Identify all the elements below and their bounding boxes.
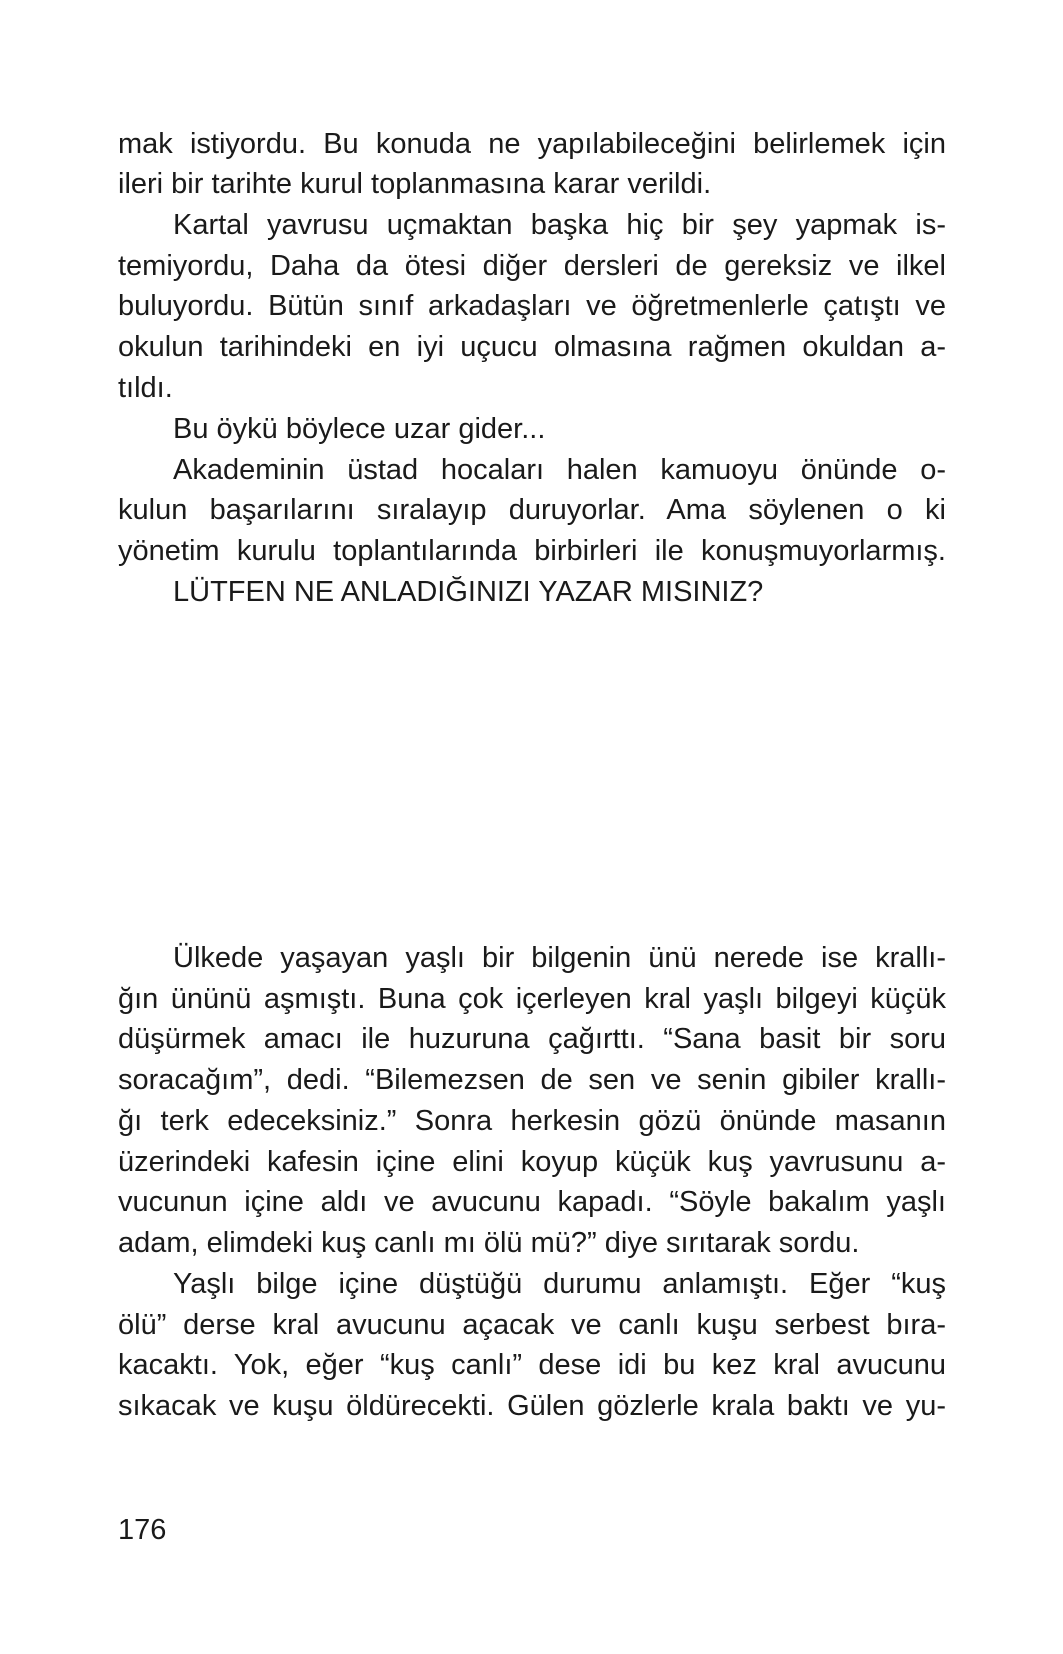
text-line: soracağım”, dedi. “Bilemezsen de sen ve senin gibiler krallı- [118, 1064, 946, 1096]
text-line: temiyordu, Daha da ötesi diğer dersleri de gereksiz ve ilkel [118, 250, 946, 282]
text-line: vucunun içine aldı ve avucunu kapadı. “Söyle bakalım yaşlı [118, 1186, 946, 1218]
text-line: LÜTFEN NE ANLADIĞINIZI YAZAR MISINIZ? [173, 576, 764, 608]
text-line: okulun tarihindeki en iyi uçucu olmasına rağmen okuldan a- [118, 331, 946, 363]
text-line: Akademinin üstad hocaları halen kamuoyu önünde o- [173, 454, 946, 486]
text-line: düşürmek amacı ile huzuruna çağırttı. “Sana basit bir soru [118, 1023, 946, 1055]
text-line: ileri bir tarihte kurul toplanmasına karar verildi. [118, 168, 712, 200]
text-line: kacaktı. Yok, eğer “kuş canlı” dese idi bu kez kral avucunu [118, 1349, 946, 1381]
text-line: Kartal yavrusu uçmaktan başka hiç bir şey yapmak is- [173, 209, 946, 241]
text-line: üzerindeki kafesin içine elini koyup küçük kuş yavrusunu a- [118, 1146, 946, 1178]
text-line: tıldı. [118, 372, 173, 404]
text-line: ğı terk edeceksiniz.” Sonra herkesin gözü önünde masanın [118, 1105, 946, 1137]
text-line: mak istiyordu. Bu konuda ne yapılabileceğini belirlemek için [118, 128, 946, 160]
text-line: Bu öykü böylece uzar gider... [173, 413, 546, 445]
text-line: sıkacak ve kuşu öldürecekti. Gülen gözlerle krala baktı ve yu- [118, 1390, 946, 1422]
text-line: yönetim kurulu toplantılarında birbirleri ile konuşmuyorlarmış. [118, 535, 946, 567]
text-line: ölü” derse kral avucunu açacak ve canlı kuşu serbest bıra- [118, 1309, 946, 1341]
text-line: Ülkede yaşayan yaşlı bir bilgenin ünü nerede ise krallı- [173, 942, 946, 974]
text-line: ğın ününü aşmıştı. Buna çok içerleyen kral yaşlı bilgeyi küçük [118, 983, 946, 1015]
text-line: Yaşlı bilge içine düştüğü durumu anlamıştı. Eğer “kuş [173, 1268, 946, 1300]
text-line: buluyordu. Bütün sınıf arkadaşları ve öğretmenlerle çatıştı ve [118, 290, 946, 322]
page-number: 176 [118, 1514, 167, 1546]
text-line: adam, elimdeki kuş canlı mı ölü mü?” diye sırıtarak sordu. [118, 1227, 860, 1259]
text-line: kulun başarılarını sıralayıp duruyorlar. Ama söylenen o ki [118, 494, 946, 526]
